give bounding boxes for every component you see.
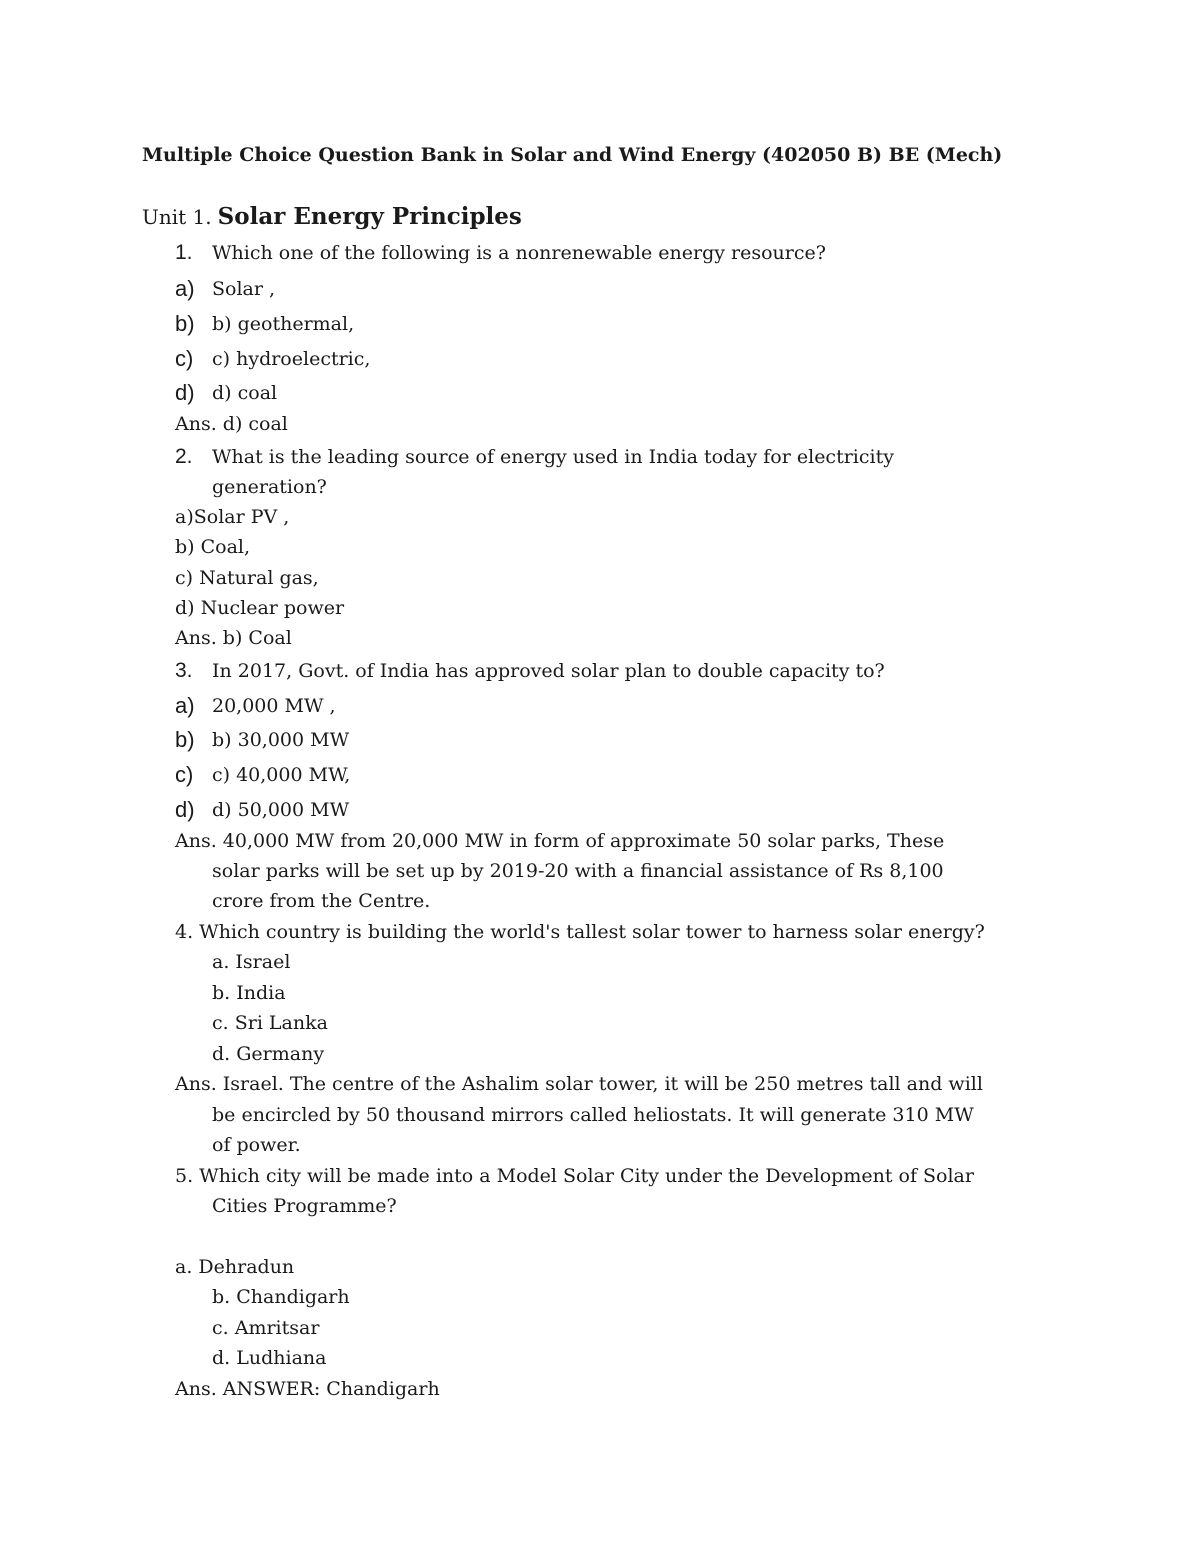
q5-option-d: d. Ludhiana [212, 1347, 327, 1369]
question-2-number: 2. [175, 445, 193, 468]
q3-option-d: d) 50,000 MW [212, 799, 350, 821]
q5-option-c: c. Amritsar [212, 1317, 320, 1339]
q3-option-b: b) 30,000 MW [212, 729, 350, 751]
q3-option-a: 20,000 MW , [212, 695, 336, 717]
question-5-text-line1: 5. Which city will be made into a Model Solar City under the Development of Solar [175, 1165, 974, 1187]
q1-option-d: d) coal [212, 382, 278, 404]
q5-option-a: a. Dehradun [175, 1256, 295, 1278]
q3-option-c: c) 40,000 MW, [212, 764, 351, 786]
q4-answer-line3: of power. [212, 1134, 301, 1156]
q5-answer: Ans. ANSWER: Chandigarh [175, 1378, 440, 1400]
question-2-text-line2: generation? [212, 476, 327, 498]
q5-option-b: b. Chandigarh [212, 1286, 350, 1308]
q1-option-c: c) hydroelectric, [212, 348, 371, 370]
q4-option-c: c. Sri Lanka [212, 1012, 328, 1034]
q1-option-b: b) geothermal, [212, 313, 355, 335]
question-1-text: Which one of the following is a nonrenewable energy resource? [212, 242, 826, 264]
q2-option-c: c) Natural gas, [175, 567, 319, 589]
q2-option-b: b) Coal, [175, 536, 251, 558]
q3-answer-line3: crore from the Centre. [212, 890, 431, 912]
q3-answer-line1: Ans. 40,000 MW from 20,000 MW in form of approximate 50 solar parks, These [175, 830, 945, 852]
q2-answer: Ans. b) Coal [175, 627, 292, 649]
unit-prefix: Unit 1. [142, 205, 212, 229]
question-1-number: 1. [175, 241, 193, 264]
question-3-text: In 2017, Govt. of India has approved solar plan to double capacity to? [212, 660, 885, 682]
unit-heading-line [142, 205, 522, 230]
q2-option-d: d) Nuclear power [175, 597, 345, 619]
q3-option-b-marker: b) [175, 727, 195, 752]
q3-option-d-marker: d) [175, 797, 195, 822]
q2-option-a: a)Solar PV , [175, 506, 290, 528]
q4-option-b: b. India [212, 982, 286, 1004]
question-4-text: 4. Which country is building the world's tallest solar tower to harness solar energy? [175, 921, 985, 943]
q1-option-a-marker: a) [175, 276, 195, 301]
document-title: Multiple Choice Question Bank in Solar and Wind Energy (402050 B) BE (Mech) [142, 144, 1003, 166]
q1-option-c-marker: c) [175, 346, 194, 371]
q4-answer-line2: be encircled by 50 thousand mirrors called heliostats. It will generate 310 MW [212, 1104, 974, 1126]
q4-option-a: a. Israel [212, 951, 291, 973]
question-3-number: 3. [175, 659, 193, 682]
question-5-text-line2: Cities Programme? [212, 1195, 397, 1217]
q3-option-a-marker: a) [175, 693, 195, 718]
q1-option-a: Solar , [212, 278, 276, 300]
unit-heading: Solar Energy Principles [217, 203, 522, 230]
q1-option-b-marker: b) [175, 311, 195, 336]
q3-answer-line2: solar parks will be set up by 2019-20 with a financial assistance of Rs 8,100 [212, 860, 944, 882]
question-2-text-line1: What is the leading source of energy used in India today for electricity [212, 446, 894, 468]
q1-answer: Ans. d) coal [175, 413, 288, 435]
q4-option-d: d. Germany [212, 1043, 325, 1065]
q3-option-c-marker: c) [175, 762, 194, 787]
q1-option-d-marker: d) [175, 380, 195, 405]
q4-answer-line1: Ans. Israel. The centre of the Ashalim solar tower, it will be 250 metres tall and will [175, 1073, 983, 1095]
